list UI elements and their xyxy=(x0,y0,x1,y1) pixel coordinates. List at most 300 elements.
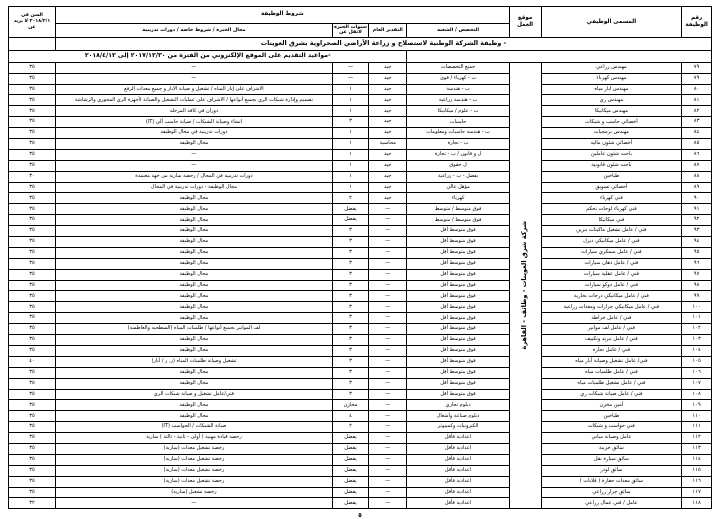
cell-field: مجال الوظيفة xyxy=(55,367,332,378)
cell-field: لف المواتير بجميع أنواعها / طلمبات المياه (السطحية والغاطسة) xyxy=(55,324,332,335)
table-header xyxy=(9,7,712,38)
table-row xyxy=(9,356,712,367)
cell-years: ٣ xyxy=(332,345,368,356)
cell-num: ١٠٩ xyxy=(682,400,712,411)
cell-title: فني / عامل دوكو سيارات xyxy=(541,280,682,291)
cell-field: رخصة تشغيل معدات (سارية) xyxy=(55,454,332,465)
cell-years: ٣ xyxy=(332,367,368,378)
table-row xyxy=(9,443,712,454)
cell-qualification: ب - علوم / ميكانيكا xyxy=(407,106,509,117)
table-row xyxy=(9,269,712,280)
cell-field: مجال الوظيفة xyxy=(55,302,332,313)
table-row xyxy=(9,345,712,356)
cell-age: ٣٠ xyxy=(9,171,56,182)
cell-years: ٣ xyxy=(332,291,368,302)
banner-age-empty xyxy=(9,37,56,50)
cell-num: ٧٩ xyxy=(682,62,712,73)
cell-qualification: فوق متوسط أقل xyxy=(407,356,509,367)
cell-field: — xyxy=(55,73,332,84)
banner-row xyxy=(9,37,712,50)
cell-num: ٩١ xyxy=(682,204,712,215)
cell-qualification: فوق متوسط أقل xyxy=(407,237,509,248)
cell-title: سائق خزينة xyxy=(541,443,682,454)
cell-years: يفضل xyxy=(332,215,368,226)
cell-field: تشغيل وصيانة طلمبات المياه (ر. ر / أبار) xyxy=(55,356,332,367)
cell-grade: — xyxy=(369,400,407,411)
cell-title: سائق جرار زراعي xyxy=(541,487,682,498)
cell-years: ١ xyxy=(332,160,368,171)
cell-years: ٢ xyxy=(332,193,368,204)
cell-title: أخصائي حاسب و شبكات xyxy=(541,117,682,128)
cell-grade: — xyxy=(369,454,407,465)
cell-age: ٣٥ xyxy=(9,313,56,324)
cell-num: ١١٧ xyxy=(682,487,712,498)
cell-grade: — xyxy=(369,269,407,280)
cell-num: ٩٧ xyxy=(682,269,712,280)
cell-num: ٧٩ xyxy=(682,73,712,84)
cell-num: ٨٦ xyxy=(682,149,712,160)
table-row xyxy=(9,73,712,84)
cell-age: ٣٥ xyxy=(9,215,56,226)
table-row xyxy=(9,487,712,498)
cell-grade: — xyxy=(369,335,407,346)
cell-num: ١٠٥ xyxy=(682,356,712,367)
cell-num: ٨٠ xyxy=(682,84,712,95)
cell-num: ١١٠ xyxy=(682,411,712,422)
cell-field: — xyxy=(55,62,332,73)
cell-qualification: فوق متوسط أقل xyxy=(407,269,509,280)
cell-qualification: فوق متوسط أقل xyxy=(407,335,509,346)
cell-grade: — xyxy=(369,345,407,356)
cell-grade: — xyxy=(369,487,407,498)
cell-qualification: اعدادية فأقل xyxy=(407,443,509,454)
cell-num: ١١١ xyxy=(682,422,712,433)
cell-qualification: حاسبات xyxy=(407,117,509,128)
cell-qualification: اعدادية فأقل xyxy=(407,487,509,498)
cell-title: مهندس زراعي xyxy=(541,62,682,73)
cell-years: ٢ xyxy=(332,422,368,433)
cell-num: ٨٩ xyxy=(682,182,712,193)
table-row xyxy=(9,400,712,411)
cell-qualification: يفضل - ب - زراعية xyxy=(407,171,509,182)
table-row xyxy=(9,62,712,73)
cell-grade: محاسبة xyxy=(369,139,407,150)
cell-age: ٣٥ xyxy=(9,106,56,117)
banner-text: - وظيفة الشركة الوطنية لاستصلاح و زراعة الأراضي الصحراوية بشرق العوينات xyxy=(55,37,711,50)
cell-age: ٣٥ xyxy=(9,193,56,204)
cell-grade: جيد xyxy=(369,160,407,171)
cell-grade: جيد xyxy=(369,73,407,84)
cell-num: ٩٠ xyxy=(682,193,712,204)
cell-num: ٩٥ xyxy=(682,247,712,258)
cell-age: ٣٥ xyxy=(9,443,56,454)
cell-age: ٣٥ xyxy=(9,258,56,269)
cell-field: رخصة تشغيل معدات (سارية) xyxy=(55,443,332,454)
cell-qualification: ل و قانون / ب - تجارة xyxy=(407,149,509,160)
cell-grade: — xyxy=(369,215,407,226)
cell-grade: جيد xyxy=(369,84,407,95)
table-row xyxy=(9,313,712,324)
cell-field: تصميم وإدارة شبكات الري بجميع أنواعها / الاشراف على عمليات التشغيل والصيانة لأجهزة الري المحوري والرشاشة xyxy=(55,95,332,106)
cell-title: فني / عامل تشغيل ماكينات بنزين xyxy=(541,226,682,237)
cell-title: فني/ عامل تشغيل وصيانة أبار مياه xyxy=(541,356,682,367)
cell-years: ١ xyxy=(332,95,368,106)
cell-num: ٨٢ xyxy=(682,106,712,117)
cell-field: مجال الوظيفة xyxy=(55,247,332,258)
cell-title: فني كهرباء لوحات تحكم xyxy=(541,204,682,215)
header-site: موقع العمل xyxy=(509,7,541,38)
cell-qualification: فوق متوسط أقل xyxy=(407,258,509,269)
cell-title: سائق لودر xyxy=(541,465,682,476)
table-row xyxy=(9,302,712,313)
cell-years: ٣ xyxy=(332,258,368,269)
cell-grade: — xyxy=(369,204,407,215)
table-body xyxy=(9,37,712,509)
cell-age: ٣٥ xyxy=(9,95,56,106)
cell-field: مجال الوظيفة xyxy=(55,291,332,302)
cell-years: ٣ xyxy=(332,335,368,346)
cell-years: مخازن xyxy=(332,400,368,411)
cell-qualification: اعدادية فأقل xyxy=(407,454,509,465)
cell-grade: — xyxy=(369,258,407,269)
cell-title: فني / عامل دهان سيارات xyxy=(541,258,682,269)
cell-age: ٣٥ xyxy=(9,345,56,356)
cell-grade: — xyxy=(369,498,407,509)
cell-title: مهندس ميكانيكا xyxy=(541,106,682,117)
header-years: سنوات الخبرة لاتقل عن xyxy=(333,24,368,36)
table-row xyxy=(9,128,712,139)
cell-title: أخصائي تسويق xyxy=(541,182,682,193)
table-row xyxy=(9,95,712,106)
cell-age: ٣٥ xyxy=(9,139,56,150)
cell-age: ٣٥ xyxy=(9,182,56,193)
cell-qualification: اعدادية فأقل xyxy=(407,498,509,509)
cell-num: ٩٤ xyxy=(682,237,712,248)
table-row xyxy=(9,411,712,422)
cell-years: يفضل xyxy=(332,465,368,476)
cell-title: فني / عامل صيانة شبكات ري xyxy=(541,389,682,400)
cell-title: فني كهرباء xyxy=(541,193,682,204)
cell-qualification: جميع التخصصات xyxy=(407,62,509,73)
cell-num: ٩٢ xyxy=(682,215,712,226)
table-row xyxy=(9,476,712,487)
cell-field: مجال الوظيفة xyxy=(55,378,332,389)
cell-qualification: اعدادية فأقل xyxy=(407,476,509,487)
cell-title: فني / عامل طلمبات مياه xyxy=(541,367,682,378)
cell-field: رخصة تشغيل معدات (سارية) xyxy=(55,465,332,476)
cell-age: ٣٥ xyxy=(9,335,56,346)
cell-field: مجال الوظيفة xyxy=(55,258,332,269)
cell-qualification: مؤهل عالي xyxy=(407,182,509,193)
table-row xyxy=(9,149,712,160)
cell-grade: — xyxy=(369,422,407,433)
cell-num: ١٠٧ xyxy=(682,378,712,389)
table-row xyxy=(9,247,712,258)
cell-years: ٣ xyxy=(332,247,368,258)
cell-grade: — xyxy=(369,411,407,422)
cell-field: رخصة قيادة مهنية ( أولى - ثانية - ثالثة ) سارية xyxy=(55,433,332,444)
cell-title: فني / عامل سمكري سيارات xyxy=(541,247,682,258)
cell-num: ١٠٣ xyxy=(682,335,712,346)
cell-age: ٣٥ xyxy=(9,291,56,302)
cell-num: ٨٥ xyxy=(682,139,712,150)
cell-field: رخصة تشغيل معدات (سارية) xyxy=(55,476,332,487)
cell-years: — xyxy=(332,73,368,84)
table-row xyxy=(9,422,712,433)
cell-field: — xyxy=(55,149,332,160)
cell-years: ٣ xyxy=(332,237,368,248)
cell-num: ١٠٢ xyxy=(682,324,712,335)
cell-grade: جيد xyxy=(369,95,407,106)
page-number: ٥ xyxy=(358,512,362,519)
cell-title: سائق معدات حفارة ( قلابات ) xyxy=(541,476,682,487)
cell-years: ٣ xyxy=(332,356,368,367)
table-row xyxy=(9,117,712,128)
cell-num: ٨٣ xyxy=(682,117,712,128)
cell-grade: — xyxy=(369,433,407,444)
cell-title: باحث شئون عاملين xyxy=(541,149,682,160)
cell-qualification: فوق متوسط / متوسط xyxy=(407,204,509,215)
cell-field: صيانة الشبكات / الحواسب (IT) xyxy=(55,422,332,433)
cell-age: ٣٥ xyxy=(9,324,56,335)
cell-title: عامل وصيانة مباني xyxy=(541,433,682,444)
cell-grade: جيد xyxy=(369,149,407,160)
cell-age: ٣٥ xyxy=(9,476,56,487)
cell-age: ٣٥ xyxy=(9,117,56,128)
cell-grade: جيد xyxy=(369,193,407,204)
cell-grade: جيد xyxy=(369,117,407,128)
cell-grade: — xyxy=(369,389,407,400)
cell-field: — xyxy=(55,160,332,171)
cell-qualification: ب - تجارة xyxy=(407,139,509,150)
cell-qualification: فوق متوسط أقل xyxy=(407,367,509,378)
header-field: مجال الخبرة / شروط خاصة / دورات تدريبية xyxy=(55,24,332,38)
cell-num: ١٠٠ xyxy=(682,302,712,313)
cell-grade: — xyxy=(369,443,407,454)
table-row xyxy=(9,193,712,204)
cell-years: يفضل xyxy=(332,454,368,465)
cell-years: ١ xyxy=(332,106,368,117)
cell-field: فني/عامل تشغيل و صيانة شبكات الري xyxy=(55,389,332,400)
cell-qualification: فوق متوسط أقل xyxy=(407,313,509,324)
cell-qualification: ل حقوق xyxy=(407,160,509,171)
cell-age: ٣٢ xyxy=(9,498,56,509)
table-row xyxy=(9,280,712,291)
cell-field: مجال الوظيفة xyxy=(55,193,332,204)
cell-grade: — xyxy=(369,356,407,367)
cell-qualification: ب - كهرباء / قوى xyxy=(407,73,509,84)
cell-num: ٨٧ xyxy=(682,160,712,171)
table-row xyxy=(9,454,712,465)
note-empty-right xyxy=(407,50,712,62)
cell-num: ٩٣ xyxy=(682,226,712,237)
cell-title: أخصائي شئون مالية xyxy=(541,139,682,150)
cell-title: مهندس كهرباء xyxy=(541,73,682,84)
cell-age: ٣٥ xyxy=(9,73,56,84)
note-text: -مواعيد التقديم على الموقع الإلكتروني من الفترة من ٢٠١٧/١٢/٣٠ إلى ٢٠١٨/٤/١٢ xyxy=(9,50,407,62)
cell-years: — xyxy=(332,62,368,73)
cell-age: ٣٥ xyxy=(9,280,56,291)
header-grade: التقدير العام xyxy=(369,24,407,38)
cell-field: مجال الوظيفة xyxy=(55,226,332,237)
cell-years: يفضل xyxy=(332,204,368,215)
cell-num: ١١٤ xyxy=(682,454,712,465)
cell-qualification: ب - هندسة حاسبات ومعلومات xyxy=(407,128,509,139)
cell-title: مهندس ابار مياه xyxy=(541,84,682,95)
table-row xyxy=(9,367,712,378)
cell-field: مجال الوظيفة xyxy=(55,237,332,248)
cell-field: دورات تدريبية في المجال / رخصة سارية من جهة معتمدة xyxy=(55,171,332,182)
cell-field: مجال الوظيفة - دورات تدريبية في المجال xyxy=(55,182,332,193)
jobs-table xyxy=(8,6,712,509)
cell-qualification: فوق متوسط أقل xyxy=(407,378,509,389)
cell-title: فني / عامل نجارة xyxy=(541,345,682,356)
cell-years: ٣ xyxy=(332,302,368,313)
cell-age: ٣٥ xyxy=(9,400,56,411)
cell-years: ٣ xyxy=(332,313,368,324)
table-row xyxy=(9,139,712,150)
cell-num: ١١٢ xyxy=(682,433,712,444)
cell-title: فني / عامل ميكانيكي ديزل xyxy=(541,237,682,248)
cell-age: ٣٥ xyxy=(9,160,56,171)
cell-qualification: فوق متوسط أقل xyxy=(407,302,509,313)
table-row xyxy=(9,160,712,171)
cell-field: مجال الوظيفة xyxy=(55,215,332,226)
cell-years: ٣ xyxy=(332,378,368,389)
cell-title: مهندس ري xyxy=(541,95,682,106)
cell-years: ٣ xyxy=(332,269,368,280)
table-row xyxy=(9,106,712,117)
cell-age: ٣٥ xyxy=(9,226,56,237)
cell-years: ٣ xyxy=(332,389,368,400)
cell-years: ١ xyxy=(332,149,368,160)
cell-field: مجال الوظيفة xyxy=(55,139,332,150)
cell-title: فني حواسب و شبكات xyxy=(541,422,682,433)
cell-title: فني ميكانيكا xyxy=(541,215,682,226)
cell-title: فني / عامل خراطة xyxy=(541,313,682,324)
table-row xyxy=(9,378,712,389)
cell-num: ١٠٨ xyxy=(682,389,712,400)
cell-age: ٣٥ xyxy=(9,465,56,476)
cell-qualification: الكترونيات وكمبيوتر xyxy=(407,422,509,433)
cell-grade: — xyxy=(369,226,407,237)
cell-grade: — xyxy=(369,302,407,313)
cell-field: مجال الوظيفة xyxy=(55,335,332,346)
table-row xyxy=(9,324,712,335)
cell-grade: جيد xyxy=(369,128,407,139)
table-row xyxy=(9,291,712,302)
cell-grade: — xyxy=(369,476,407,487)
cell-num: ٨١ xyxy=(682,95,712,106)
cell-num: ١٠١ xyxy=(682,313,712,324)
cell-qualification: اعدادية فأقل xyxy=(407,433,509,444)
cell-site-merged xyxy=(509,62,541,509)
table-row xyxy=(9,465,712,476)
cell-age: ٣٥ xyxy=(9,378,56,389)
cell-qualification: فوق متوسط أقل xyxy=(407,280,509,291)
cell-field: مجال الوظيفة xyxy=(55,400,332,411)
cell-grade: — xyxy=(369,247,407,258)
table-row xyxy=(9,215,712,226)
cell-title: فني / عامل تبريد وتكييف xyxy=(541,335,682,346)
cell-title: فني / عامل تشغيل طلمبات مياه xyxy=(541,378,682,389)
cell-years: ٣ xyxy=(332,117,368,128)
cell-qualification: فوق متوسط أقل xyxy=(407,389,509,400)
cell-num: ٨٤ xyxy=(682,128,712,139)
cell-field: مجال الوظيفة xyxy=(55,280,332,291)
cell-field: — xyxy=(55,498,332,509)
cell-age: ٣٥ xyxy=(9,367,56,378)
cell-field: الاشراف على إبار المياه / تشغيل و صيانة الابار و جميع معدات الرفع xyxy=(55,84,332,95)
header-age: السن في ٢٠١٨/٢/١ لا يزيد عن xyxy=(9,7,56,38)
cell-years: يفضل xyxy=(332,487,368,498)
cell-age: ٣٥ xyxy=(9,487,56,498)
cell-grade: — xyxy=(369,280,407,291)
cell-qualification: كهرباء xyxy=(407,193,509,204)
cell-age: ٣٥ xyxy=(9,422,56,433)
cell-qualification: فوق متوسط أقل xyxy=(407,324,509,335)
note-row xyxy=(9,50,712,62)
cell-title: طباخين xyxy=(541,411,682,422)
table-row xyxy=(9,226,712,237)
cell-grade: جيد xyxy=(369,182,407,193)
cell-grade: جيد xyxy=(369,62,407,73)
table-row xyxy=(9,335,712,346)
cell-age: ٣٥ xyxy=(9,269,56,280)
cell-num: ٩٦ xyxy=(682,258,712,269)
cell-years: يفضل xyxy=(332,433,368,444)
cell-age: ٣٥ xyxy=(9,237,56,248)
cell-age: ٣٥ xyxy=(9,302,56,313)
table-row xyxy=(9,171,712,182)
cell-field: دوران في كافة المرحلة xyxy=(55,106,332,117)
table-row xyxy=(9,258,712,269)
cell-field: مجال الوظيفة xyxy=(55,204,332,215)
cell-grade: — xyxy=(369,324,407,335)
header-conditions: شروط الوظيفة xyxy=(55,7,509,24)
table-row xyxy=(9,389,712,400)
cell-years: يفضل xyxy=(332,476,368,487)
cell-years: ١ xyxy=(332,128,368,139)
cell-age: ٤٠ xyxy=(9,356,56,367)
cell-title: فني / عامل لف مواتير xyxy=(541,324,682,335)
cell-title: فني / عامل عقلية سيارات xyxy=(541,269,682,280)
cell-years: ٣ xyxy=(332,226,368,237)
cell-field: مجال الوظيفة xyxy=(55,411,332,422)
cell-num: ١٠٤ xyxy=(682,345,712,356)
cell-qualification: فوق متوسط أقل xyxy=(407,345,509,356)
cell-field: انشاء وصيانة الشبكات / صيانة حاسب آلي (IT) xyxy=(55,117,332,128)
cell-grade: جيد xyxy=(369,171,407,182)
cell-num: ١١٥ xyxy=(682,465,712,476)
site-label: شركة شرق العوينات - وظائف - القاهرة xyxy=(520,221,529,350)
cell-years: يفضل xyxy=(332,443,368,454)
cell-age: ٣٥ xyxy=(9,433,56,444)
table-row xyxy=(9,433,712,444)
header-qualification: التخصص / الشعبة xyxy=(407,24,509,38)
cell-qualification: دبلوم صناعة وأشغال xyxy=(407,411,509,422)
cell-qualification: فوق متوسط / متوسط xyxy=(407,215,509,226)
cell-age: ٣٥ xyxy=(9,128,56,139)
cell-title: سائق سيارة نقل xyxy=(541,454,682,465)
cell-qualification: دبلوم تجاري xyxy=(407,400,509,411)
cell-grade: — xyxy=(369,378,407,389)
cell-age: ٣٥ xyxy=(9,454,56,465)
cell-qualification: فوق متوسط أقل xyxy=(407,247,509,258)
cell-qualification: فوق متوسط أقل xyxy=(407,226,509,237)
cell-title: فني / عامل ميكانيكي درجات بخارية xyxy=(541,291,682,302)
cell-num: ٩٩ xyxy=(682,291,712,302)
